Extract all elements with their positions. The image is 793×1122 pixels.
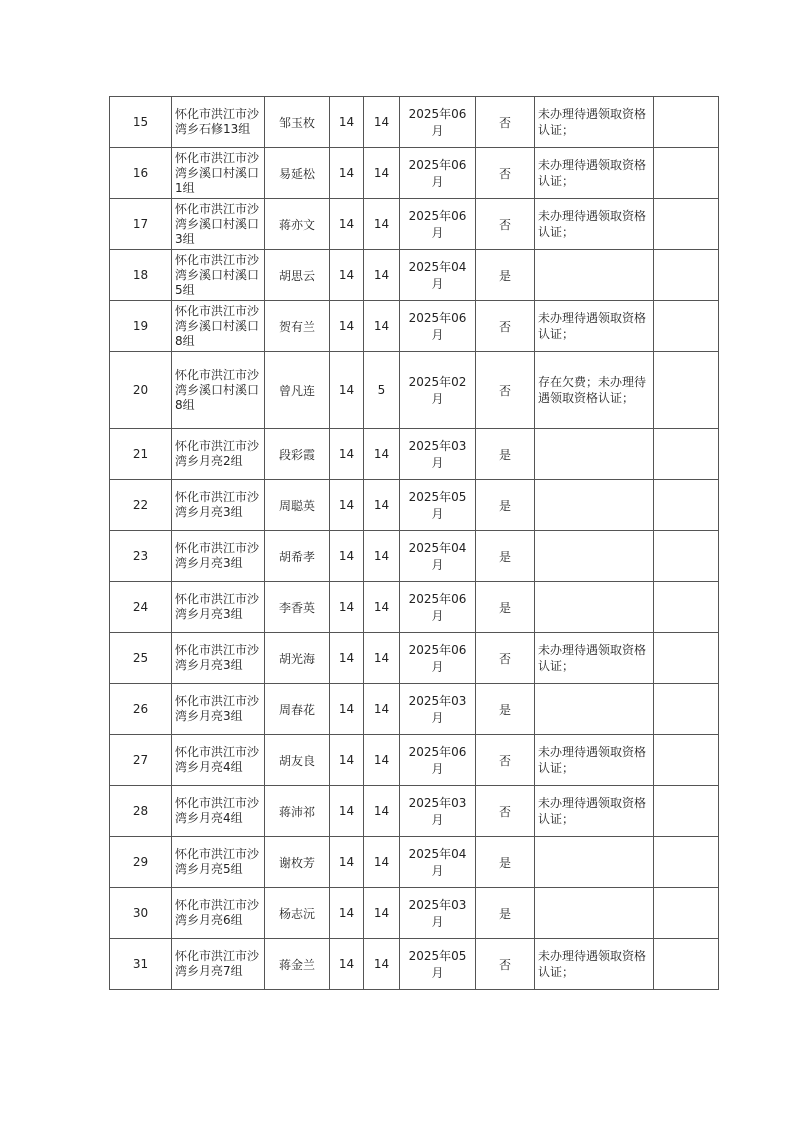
table-row: [110, 531, 719, 582]
count-a-cell: 14: [330, 837, 364, 888]
count-a-cell: 14: [330, 250, 364, 301]
date-cell: 2025年06月: [400, 199, 476, 250]
count-a-cell: 14: [330, 786, 364, 837]
date-cell: 2025年03月: [400, 888, 476, 939]
table-row: [110, 429, 719, 480]
table-row: [110, 97, 719, 148]
count-b-cell: 14: [364, 250, 400, 301]
note-cell: [535, 250, 654, 301]
person-name-cell: 贺有兰: [265, 301, 330, 352]
count-b-cell: 14: [364, 888, 400, 939]
note-cell: [535, 684, 654, 735]
date-cell: 2025年06月: [400, 148, 476, 199]
date-cell: 2025年06月: [400, 97, 476, 148]
extra-cell: [654, 531, 719, 582]
person-name-cell: 李香英: [265, 582, 330, 633]
status-flag-cell: 否: [476, 633, 535, 684]
count-b-cell: 14: [364, 301, 400, 352]
date-cell: 2025年04月: [400, 250, 476, 301]
count-a-cell: 14: [330, 633, 364, 684]
address-cell: 怀化市洪江市沙湾乡月亮7组: [172, 939, 265, 990]
count-a-cell: 14: [330, 97, 364, 148]
count-b-cell: 14: [364, 97, 400, 148]
records-table: [109, 96, 719, 990]
count-a-cell: 14: [330, 888, 364, 939]
count-b-cell: 14: [364, 735, 400, 786]
status-flag-cell: 是: [476, 429, 535, 480]
date-cell: 2025年06月: [400, 301, 476, 352]
count-b-cell: 14: [364, 633, 400, 684]
address-cell: 怀化市洪江市沙湾乡溪口村溪口3组: [172, 199, 265, 250]
note-cell: 未办理待遇领取资格认证；: [535, 786, 654, 837]
count-b-cell: 14: [364, 786, 400, 837]
row-number-cell: 15: [110, 97, 172, 148]
status-flag-cell: 否: [476, 148, 535, 199]
address-cell: 怀化市洪江市沙湾乡月亮3组: [172, 480, 265, 531]
address-cell: 怀化市洪江市沙湾乡月亮2组: [172, 429, 265, 480]
note-cell: 未办理待遇领取资格认证；: [535, 199, 654, 250]
table-row: [110, 684, 719, 735]
row-number-cell: 25: [110, 633, 172, 684]
person-name-cell: 邹玉枚: [265, 97, 330, 148]
count-b-cell: 5: [364, 352, 400, 429]
note-cell: 未办理待遇领取资格认证；: [535, 301, 654, 352]
row-number-cell: 29: [110, 837, 172, 888]
address-cell: 怀化市洪江市沙湾乡溪口村溪口5组: [172, 250, 265, 301]
count-a-cell: 14: [330, 684, 364, 735]
address-cell: 怀化市洪江市沙湾乡月亮4组: [172, 786, 265, 837]
row-number-cell: 31: [110, 939, 172, 990]
date-cell: 2025年05月: [400, 480, 476, 531]
status-flag-cell: 否: [476, 352, 535, 429]
row-number-cell: 17: [110, 199, 172, 250]
count-b-cell: 14: [364, 199, 400, 250]
note-cell: 未办理待遇领取资格认证；: [535, 148, 654, 199]
row-number-cell: 26: [110, 684, 172, 735]
status-flag-cell: 是: [476, 837, 535, 888]
address-cell: 怀化市洪江市沙湾乡月亮3组: [172, 684, 265, 735]
count-b-cell: 14: [364, 148, 400, 199]
extra-cell: [654, 148, 719, 199]
address-cell: 怀化市洪江市沙湾乡溪口村溪口1组: [172, 148, 265, 199]
extra-cell: [654, 199, 719, 250]
note-cell: 未办理待遇领取资格认证；: [535, 633, 654, 684]
count-a-cell: 14: [330, 939, 364, 990]
count-a-cell: 14: [330, 352, 364, 429]
table-row: [110, 582, 719, 633]
note-cell: 未办理待遇领取资格认证；: [535, 97, 654, 148]
person-name-cell: 周聪英: [265, 480, 330, 531]
extra-cell: [654, 837, 719, 888]
count-b-cell: 14: [364, 939, 400, 990]
count-a-cell: 14: [330, 199, 364, 250]
table-row: [110, 199, 719, 250]
note-cell: [535, 429, 654, 480]
person-name-cell: 易延松: [265, 148, 330, 199]
person-name-cell: 胡希孝: [265, 531, 330, 582]
address-cell: 怀化市洪江市沙湾乡月亮3组: [172, 582, 265, 633]
person-name-cell: 蒋亦文: [265, 199, 330, 250]
note-cell: 存在欠费；未办理待遇领取资格认证；: [535, 352, 654, 429]
note-cell: [535, 888, 654, 939]
status-flag-cell: 否: [476, 199, 535, 250]
extra-cell: [654, 939, 719, 990]
person-name-cell: 胡光海: [265, 633, 330, 684]
person-name-cell: 曾凡连: [265, 352, 330, 429]
date-cell: 2025年06月: [400, 582, 476, 633]
extra-cell: [654, 888, 719, 939]
status-flag-cell: 是: [476, 888, 535, 939]
table-row: [110, 888, 719, 939]
row-number-cell: 20: [110, 352, 172, 429]
address-cell: 怀化市洪江市沙湾乡月亮4组: [172, 735, 265, 786]
table-row: [110, 301, 719, 352]
person-name-cell: 胡友良: [265, 735, 330, 786]
row-number-cell: 21: [110, 429, 172, 480]
table-row: [110, 735, 719, 786]
row-number-cell: 16: [110, 148, 172, 199]
date-cell: 2025年05月: [400, 939, 476, 990]
date-cell: 2025年06月: [400, 633, 476, 684]
count-b-cell: 14: [364, 429, 400, 480]
table-row: [110, 633, 719, 684]
status-flag-cell: 否: [476, 939, 535, 990]
note-cell: 未办理待遇领取资格认证；: [535, 735, 654, 786]
address-cell: 怀化市洪江市沙湾乡溪口村溪口8组: [172, 352, 265, 429]
extra-cell: [654, 301, 719, 352]
count-a-cell: 14: [330, 480, 364, 531]
person-name-cell: 杨志沅: [265, 888, 330, 939]
count-a-cell: 14: [330, 429, 364, 480]
table-body: [110, 97, 719, 990]
note-cell: [535, 480, 654, 531]
extra-cell: [654, 633, 719, 684]
row-number-cell: 23: [110, 531, 172, 582]
row-number-cell: 19: [110, 301, 172, 352]
date-cell: 2025年04月: [400, 531, 476, 582]
count-b-cell: 14: [364, 582, 400, 633]
person-name-cell: 周春花: [265, 684, 330, 735]
count-a-cell: 14: [330, 148, 364, 199]
count-a-cell: 14: [330, 301, 364, 352]
extra-cell: [654, 786, 719, 837]
row-number-cell: 28: [110, 786, 172, 837]
extra-cell: [654, 97, 719, 148]
date-cell: 2025年04月: [400, 837, 476, 888]
note-cell: [535, 582, 654, 633]
count-a-cell: 14: [330, 582, 364, 633]
row-number-cell: 30: [110, 888, 172, 939]
count-b-cell: 14: [364, 480, 400, 531]
person-name-cell: 段彩霞: [265, 429, 330, 480]
count-b-cell: 14: [364, 837, 400, 888]
row-number-cell: 24: [110, 582, 172, 633]
extra-cell: [654, 250, 719, 301]
row-number-cell: 22: [110, 480, 172, 531]
extra-cell: [654, 735, 719, 786]
note-cell: [535, 531, 654, 582]
person-name-cell: 蒋沛祁: [265, 786, 330, 837]
extra-cell: [654, 684, 719, 735]
row-number-cell: 27: [110, 735, 172, 786]
table-row: [110, 837, 719, 888]
count-b-cell: 14: [364, 531, 400, 582]
address-cell: 怀化市洪江市沙湾乡月亮3组: [172, 531, 265, 582]
table-row: [110, 939, 719, 990]
person-name-cell: 胡思云: [265, 250, 330, 301]
extra-cell: [654, 582, 719, 633]
address-cell: 怀化市洪江市沙湾乡石修13组: [172, 97, 265, 148]
extra-cell: [654, 352, 719, 429]
count-b-cell: 14: [364, 684, 400, 735]
date-cell: 2025年03月: [400, 786, 476, 837]
address-cell: 怀化市洪江市沙湾乡月亮5组: [172, 837, 265, 888]
extra-cell: [654, 429, 719, 480]
person-name-cell: 谢枚芳: [265, 837, 330, 888]
person-name-cell: 蒋金兰: [265, 939, 330, 990]
status-flag-cell: 是: [476, 684, 535, 735]
table-row: [110, 250, 719, 301]
extra-cell: [654, 480, 719, 531]
status-flag-cell: 否: [476, 735, 535, 786]
table-row: [110, 352, 719, 429]
address-cell: 怀化市洪江市沙湾乡溪口村溪口8组: [172, 301, 265, 352]
date-cell: 2025年02月: [400, 352, 476, 429]
row-number-cell: 18: [110, 250, 172, 301]
table-row: [110, 480, 719, 531]
date-cell: 2025年03月: [400, 429, 476, 480]
note-cell: [535, 837, 654, 888]
status-flag-cell: 是: [476, 531, 535, 582]
address-cell: 怀化市洪江市沙湾乡月亮6组: [172, 888, 265, 939]
date-cell: 2025年06月: [400, 735, 476, 786]
status-flag-cell: 否: [476, 786, 535, 837]
status-flag-cell: 否: [476, 97, 535, 148]
table-row: [110, 786, 719, 837]
table-row: [110, 148, 719, 199]
status-flag-cell: 是: [476, 480, 535, 531]
count-a-cell: 14: [330, 531, 364, 582]
date-cell: 2025年03月: [400, 684, 476, 735]
count-a-cell: 14: [330, 735, 364, 786]
status-flag-cell: 是: [476, 582, 535, 633]
status-flag-cell: 否: [476, 301, 535, 352]
address-cell: 怀化市洪江市沙湾乡月亮3组: [172, 633, 265, 684]
status-flag-cell: 是: [476, 250, 535, 301]
note-cell: 未办理待遇领取资格认证；: [535, 939, 654, 990]
